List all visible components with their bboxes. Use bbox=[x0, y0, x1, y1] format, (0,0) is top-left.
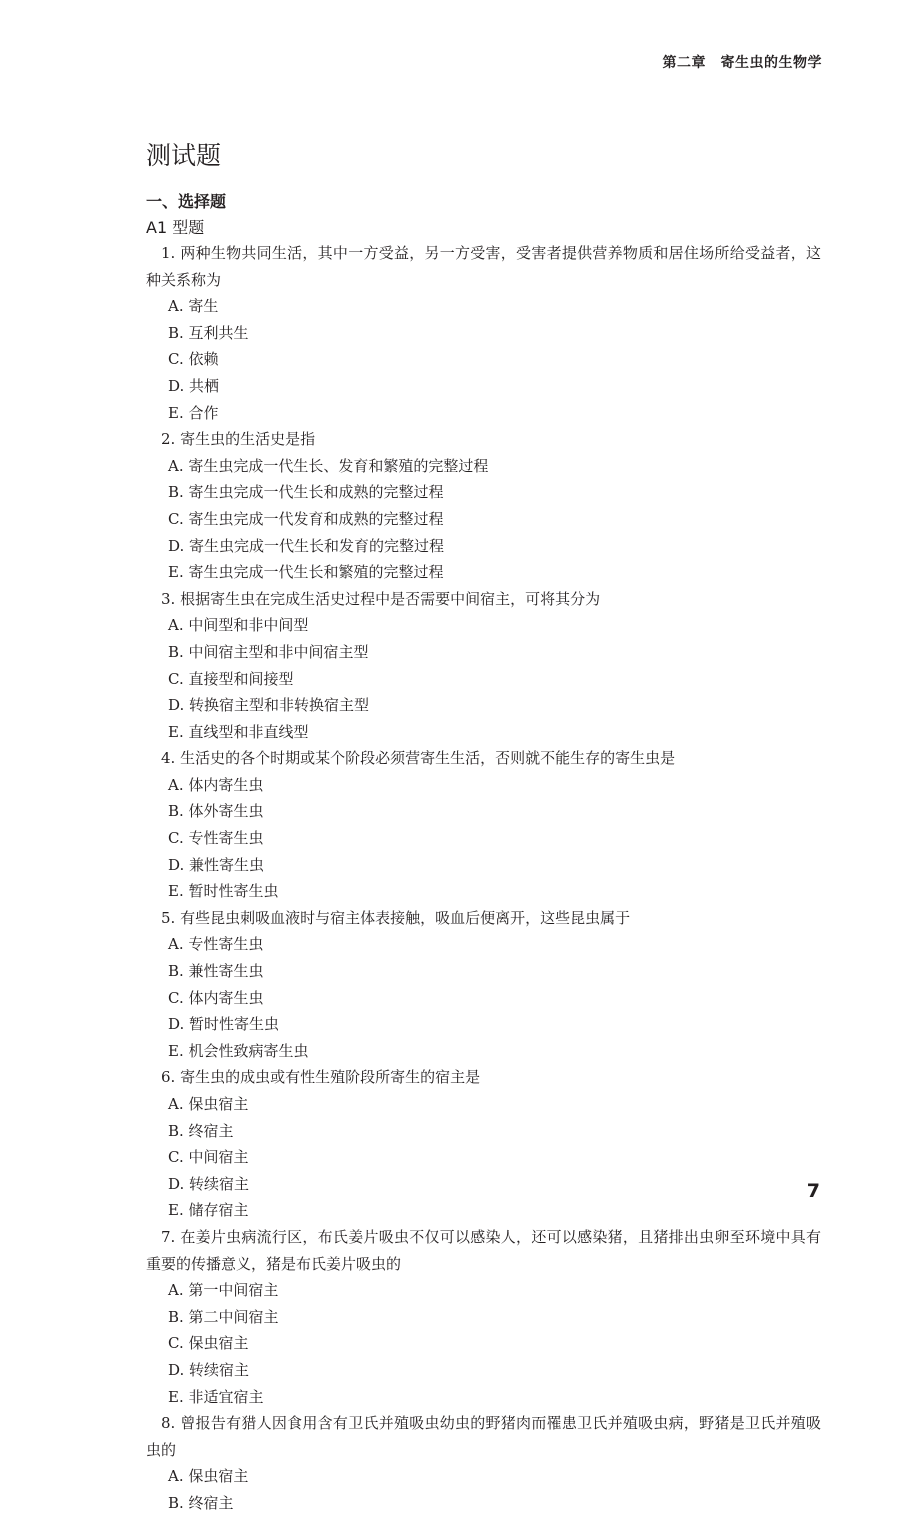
question-7 bbox=[146, 1224, 821, 1410]
question-8 bbox=[146, 1410, 821, 1516]
option-list bbox=[146, 772, 821, 905]
option: C. 直接型和间接型 bbox=[168, 669, 294, 688]
question-stem: 6. 寄生虫的成虫或有性生殖阶段所寄生的宿主是 bbox=[161, 1068, 481, 1087]
option-list bbox=[146, 1277, 821, 1410]
option: D. 转续宿主 bbox=[168, 1174, 250, 1193]
question-stem: 7. 在姜片虫病流行区，布氏姜片吸虫不仅可以感染人，还可以感染猪，且猪排出虫卵至环境中具有重要的传播意义，猪是布氏姜片吸虫的 bbox=[146, 1227, 821, 1273]
option: E. 机会性致病寄生虫 bbox=[168, 1041, 309, 1060]
option-list bbox=[146, 1091, 821, 1224]
page-number: 7 bbox=[806, 1180, 820, 1202]
option: A. 中间型和非中间型 bbox=[168, 616, 309, 635]
question-list bbox=[146, 240, 821, 1517]
option-list bbox=[146, 931, 821, 1064]
option: D. 转换宿主型和非转换宿主型 bbox=[168, 696, 370, 715]
question-stem: 5. 有些昆虫刺吸血液时与宿主体表接触，吸血后便离开，这些昆虫属于 bbox=[161, 908, 631, 927]
option-list bbox=[146, 453, 821, 586]
question-1 bbox=[146, 240, 821, 426]
option: B. 体外寄生虫 bbox=[168, 802, 264, 821]
option: B. 终宿主 bbox=[168, 1493, 234, 1512]
question-stem: 3. 根据寄生虫在完成生活史过程中是否需要中间宿主，可将其分为 bbox=[161, 589, 601, 608]
option: D. 共栖 bbox=[168, 376, 220, 395]
option: D. 兼性寄生虫 bbox=[168, 855, 265, 874]
option: A. 保虫宿主 bbox=[168, 1467, 249, 1486]
question-stem: 4. 生活史的各个时期或某个阶段必须营寄生生活，否则就不能生存的寄生虫是 bbox=[161, 749, 676, 768]
option: E. 直线型和非直线型 bbox=[168, 722, 309, 741]
subsection-title: A1 型题 bbox=[146, 218, 205, 237]
option: B. 第二中间宿主 bbox=[168, 1307, 279, 1326]
question-stem: 8. 曾报告有猎人因食用含有卫氏并殖吸虫幼虫的野猪肉而罹患卫氏并殖吸虫病，野猪是卫氏并殖吸虫的 bbox=[146, 1414, 821, 1459]
page-title: 测试题 bbox=[146, 141, 222, 170]
question-4 bbox=[146, 745, 821, 905]
option-list bbox=[146, 612, 821, 745]
option: C. 依赖 bbox=[168, 350, 219, 369]
option: A. 寄生 bbox=[168, 297, 219, 316]
question-stem: 2. 寄生虫的生活史是指 bbox=[161, 430, 316, 449]
option: A. 保虫宿主 bbox=[168, 1095, 249, 1113]
option: A. 专性寄生虫 bbox=[168, 935, 264, 954]
question-stem: 1. 两种生物共同生活，其中一方受益，另一方受害，受害者提供营养物质和居住场所给受益者，这种关系称为 bbox=[146, 244, 821, 289]
option: B. 兼性寄生虫 bbox=[168, 962, 264, 981]
option: C. 体内寄生虫 bbox=[168, 988, 264, 1007]
option: E. 寄生虫完成一代生长和繁殖的完整过程 bbox=[168, 563, 444, 582]
option: B. 中间宿主型和非中间宿主型 bbox=[168, 642, 369, 661]
option: C. 专性寄生虫 bbox=[168, 829, 264, 848]
option: A. 第一中间宿主 bbox=[168, 1281, 279, 1300]
option: D. 转续宿主 bbox=[168, 1360, 250, 1379]
option: C. 寄生虫完成一代发育和成熟的完整过程 bbox=[168, 509, 444, 528]
question-3 bbox=[146, 586, 821, 746]
option: A. 体内寄生虫 bbox=[168, 775, 264, 794]
option: C. 中间宿主 bbox=[168, 1148, 249, 1167]
option: E. 储存宿主 bbox=[168, 1201, 249, 1220]
running-header: 第二章 寄生虫的生物学 bbox=[662, 55, 822, 71]
option: A. 寄生虫完成一代生长、发育和繁殖的完整过程 bbox=[168, 456, 489, 475]
question-5 bbox=[146, 905, 821, 1065]
option: B. 终宿主 bbox=[168, 1121, 234, 1140]
question-2 bbox=[146, 426, 821, 586]
question-6 bbox=[146, 1064, 821, 1224]
option: B. 互利共生 bbox=[168, 323, 249, 342]
option: E. 合作 bbox=[168, 403, 219, 422]
section-title: 一、选择题 bbox=[146, 192, 227, 211]
option: D. 寄生虫完成一代生长和发育的完整过程 bbox=[168, 536, 445, 555]
option-list bbox=[146, 1463, 821, 1516]
option: E. 暂时性寄生虫 bbox=[168, 882, 279, 901]
option-list bbox=[146, 293, 821, 426]
option: D. 暂时性寄生虫 bbox=[168, 1015, 280, 1034]
option: E. 非适宜宿主 bbox=[168, 1387, 264, 1406]
option: C. 保虫宿主 bbox=[168, 1334, 249, 1353]
option: B. 寄生虫完成一代生长和成熟的完整过程 bbox=[168, 483, 444, 502]
